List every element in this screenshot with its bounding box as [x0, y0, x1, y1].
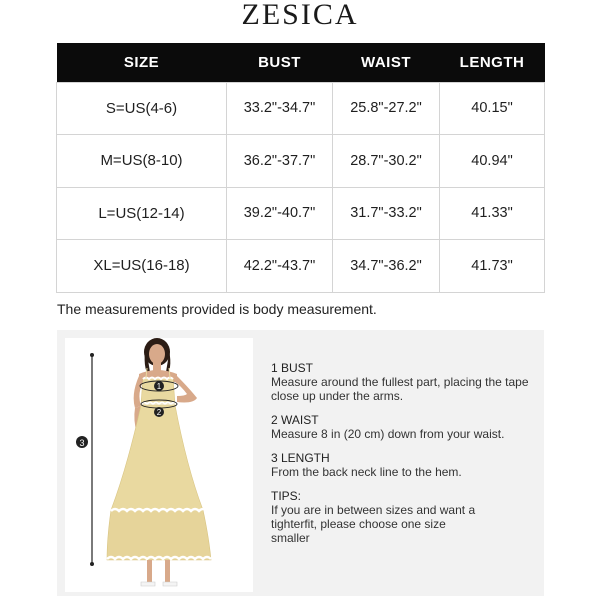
length-cell: 40.94": [440, 135, 545, 188]
header-bust: BUST: [227, 43, 333, 82]
instruction-title: 3 LENGTH: [271, 451, 330, 465]
size-cell: S=US(4-6): [57, 82, 227, 135]
table-header-row: [57, 43, 545, 82]
waist-cell: 31.7"-33.2": [333, 187, 440, 240]
instruction-tips: [271, 489, 536, 545]
model-photo: [65, 338, 253, 592]
instruction-text: From the back neck line to the hem.: [271, 465, 462, 479]
instruction-text: If you are in between sizes and want a tighterfit, please choose one size smaller: [271, 503, 476, 545]
instruction-text: Measure around the fullest part, placing the tape close up under the arms.: [271, 375, 529, 403]
instruction-bust: [271, 361, 536, 403]
length-cell: 41.73": [440, 240, 545, 293]
header-waist: WAIST: [333, 43, 440, 82]
waist-cell: 28.7"-30.2": [333, 135, 440, 188]
instruction-text: Measure 8 in (20 cm) down from your waist.: [271, 427, 505, 441]
bust-cell: 42.2"-43.7": [227, 240, 333, 293]
bust-cell: 39.2"-40.7": [227, 187, 333, 240]
bust-cell: 36.2"-37.7": [227, 135, 333, 188]
instruction-title: 2 WAIST: [271, 413, 319, 427]
waist-cell: 34.7"-36.2": [333, 240, 440, 293]
dress-illustration: [65, 338, 253, 592]
size-chart-table: [56, 43, 545, 293]
instruction-waist: [271, 413, 536, 441]
marker-1-label: 1: [156, 382, 162, 391]
marker-2-label: 2: [156, 408, 162, 417]
size-cell: XL=US(16-18): [57, 240, 227, 293]
table-row: [57, 187, 545, 240]
size-cell: M=US(8-10): [57, 135, 227, 188]
instruction-title: 1 BUST: [271, 361, 314, 375]
measurement-note: The measurements provided is body measurement.: [57, 301, 377, 317]
length-cell: 40.15": [440, 82, 545, 135]
header-size: SIZE: [57, 43, 227, 82]
instruction-title: TIPS:: [271, 489, 302, 503]
waist-cell: 25.8"-27.2": [333, 82, 440, 135]
measurement-instructions: [271, 361, 536, 555]
marker-3-label: 3: [79, 438, 85, 448]
length-cell: 41.33": [440, 187, 545, 240]
bust-cell: 33.2"-34.7": [227, 82, 333, 135]
table-row: [57, 82, 545, 135]
table-row: [57, 240, 545, 293]
instruction-length: [271, 451, 536, 479]
measuring-guide-panel: [57, 330, 544, 596]
header-length: LENGTH: [440, 43, 545, 82]
table-row: [57, 135, 545, 188]
brand-logo: ZESICA: [241, 0, 359, 31]
size-cell: L=US(12-14): [57, 187, 227, 240]
